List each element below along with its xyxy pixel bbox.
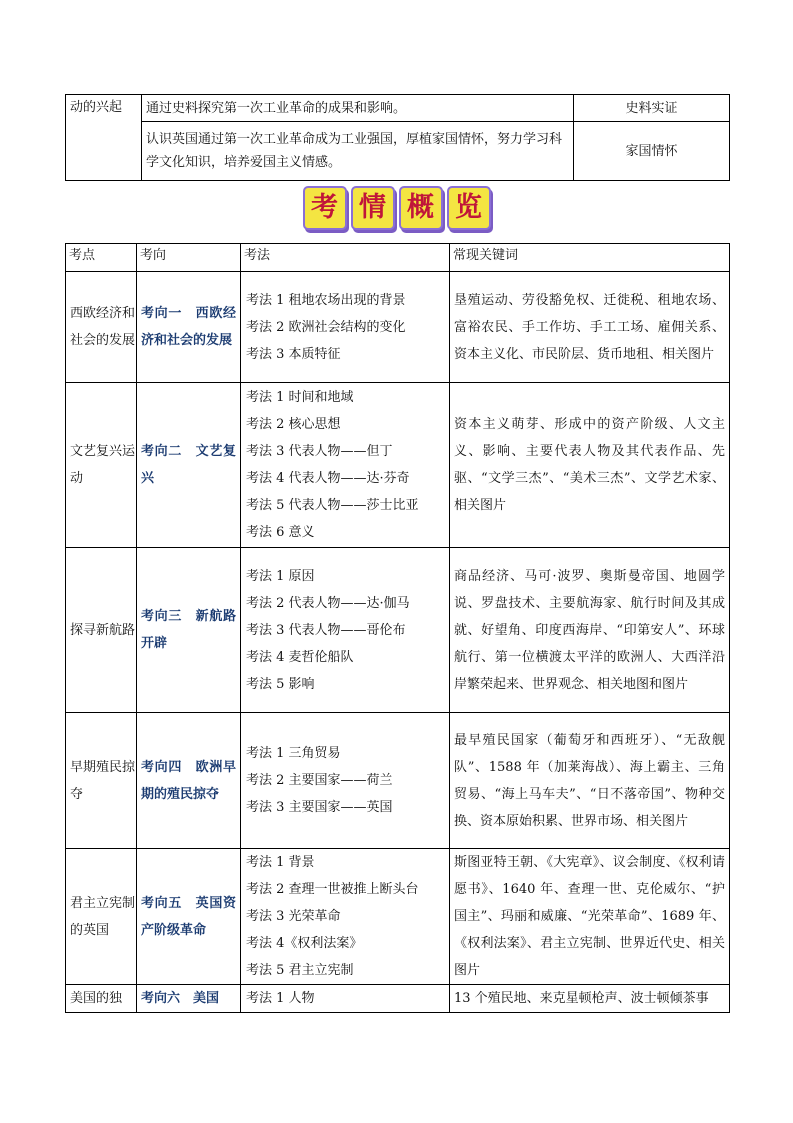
exam-direction-text: 考向三 新航路开辟 — [141, 609, 236, 651]
keywords: 斯图亚特王朝、《大宪章》、议会制度、《权利请愿书》、1640 年、查理一世、克伦威尔、“护国主”、玛丽和威廉、“光荣革命”、1689 年、《权利法案》、君主立宪制、世界近代史、相关图片 — [450, 849, 730, 985]
header-direction: 考向 — [137, 244, 241, 272]
exam-point: 西欧经济和社会的发展 — [66, 272, 137, 383]
exam-direction-text: 考向六 美国 — [141, 991, 220, 1006]
banner-char: 情 — [351, 186, 395, 230]
method-item: 考法 3 主要国家——英国 — [246, 800, 393, 815]
method-item: 考法 2 代表人物——达·伽马 — [246, 595, 410, 611]
exam-methods — [241, 849, 450, 985]
table-row — [66, 548, 730, 713]
exam-direction-link[interactable] — [137, 548, 241, 713]
exam-direction-text: 考向二 文艺复兴 — [141, 444, 236, 486]
objectives-topic: 动的兴起 — [66, 95, 142, 181]
keywords: 最早殖民国家（葡萄牙和西班牙）、“无敌舰队”、1588 年（加莱海战）、海上霸主、三角贸易、“海上马车夫”、“日不落帝国”、物种交换、资本原始积累、世界市场、相关图片 — [450, 713, 730, 849]
keywords: 资本主义萌芽、形成中的资产阶级、人文主义、影响、主要代表人物及其代表作品、先驱、“文学三杰”、“美术三杰”、文学艺术家、相关图片 — [450, 383, 730, 548]
table-row — [66, 272, 730, 383]
exam-methods — [241, 548, 450, 713]
objectives-row — [66, 95, 730, 122]
section-banner — [0, 186, 793, 232]
keywords: 垦殖运动、劳役豁免权、迁徙税、租地农场、富裕农民、手工作坊、手工工场、雇佣关系、资本主义化、市民阶层、货币地租、相关图片 — [450, 272, 730, 383]
method-item: 考法 1 原因 — [246, 568, 315, 584]
exam-direction-text: 考向一 西欧经济和社会的发展 — [141, 306, 236, 348]
exam-point: 探寻新航路 — [66, 548, 137, 713]
method-item: 考法 2 查理一世被推上断头台 — [246, 882, 419, 897]
table-row — [66, 383, 730, 548]
exam-direction-text: 考向四 欧洲早期的殖民掠夺 — [141, 759, 236, 802]
exam-methods — [241, 272, 450, 383]
method-item: 考法 3 光荣革命 — [246, 909, 341, 924]
method-item: 考法 4《权利法案》 — [246, 936, 363, 951]
method-item: 考法 1 时间和地域 — [246, 390, 354, 405]
exam-direction-text: 考向五 英国资产阶级革命 — [141, 895, 236, 938]
exam-direction-link[interactable] — [137, 383, 241, 548]
method-item: 考法 5 影响 — [246, 676, 315, 692]
method-item: 考法 3 代表人物——但丁 — [246, 444, 393, 459]
method-item: 考法 1 三角贸易 — [246, 746, 341, 761]
objectives-literacy: 史料实证 — [574, 95, 730, 122]
method-item: 考法 3 本质特征 — [246, 346, 341, 362]
objectives-table — [65, 94, 730, 181]
method-item: 考法 1 租地农场出现的背景 — [246, 292, 406, 308]
exam-direction-link[interactable] — [137, 849, 241, 985]
banner-char: 览 — [447, 186, 491, 230]
table-row — [66, 849, 730, 985]
exam-direction-link[interactable] — [137, 272, 241, 383]
exam-methods — [241, 383, 450, 548]
method-item: 考法 2 核心思想 — [246, 417, 341, 432]
method-item: 考法 4 麦哲伦船队 — [246, 649, 354, 665]
header-point: 考点 — [66, 244, 137, 272]
objectives-content: 认识英国通过第一次工业革命成为工业强国，厚植家国情怀，努力学习科学文化知识，培养爱国主义情感。 — [142, 122, 574, 181]
exam-direction-link[interactable] — [137, 713, 241, 849]
method-item: 考法 1 背景 — [246, 855, 315, 870]
method-item: 考法 1 人物 — [246, 991, 315, 1006]
method-item: 考法 5 君主立宪制 — [246, 963, 354, 978]
keywords: 13 个殖民地、来克星顿枪声、波士顿倾茶事 — [450, 985, 730, 1013]
objectives-content: 通过史料探究第一次工业革命的成果和影响。 — [142, 95, 574, 122]
exam-point: 君主立宪制的英国 — [66, 849, 137, 985]
exam-methods — [241, 985, 450, 1013]
exam-direction-link[interactable] — [137, 985, 241, 1013]
method-item: 考法 3 代表人物——哥伦布 — [246, 622, 406, 638]
table-header-row — [66, 244, 730, 272]
method-item: 考法 6 意义 — [246, 525, 315, 540]
exam-point: 美国的独 — [66, 985, 137, 1013]
objectives-row — [66, 122, 730, 181]
method-item: 考法 2 主要国家——荷兰 — [246, 773, 393, 788]
header-method: 考法 — [241, 244, 450, 272]
banner-char: 考 — [303, 186, 347, 230]
method-item: 考法 2 欧洲社会结构的变化 — [246, 319, 406, 335]
exam-point: 文艺复兴运动 — [66, 383, 137, 548]
banner-char: 概 — [399, 186, 443, 230]
header-keywords: 常现关键词 — [450, 244, 730, 272]
method-item: 考法 5 代表人物——莎士比亚 — [246, 498, 419, 513]
exam-overview-table — [65, 243, 730, 1013]
table-row — [66, 985, 730, 1013]
exam-methods — [241, 713, 450, 849]
exam-point: 早期殖民掠夺 — [66, 713, 137, 849]
objectives-literacy: 家国情怀 — [574, 122, 730, 181]
keywords: 商品经济、马可·波罗、奥斯曼帝国、地圆学说、罗盘技术、主要航海家、航行时间及其成就、好望角、印度西海岸、“印第安人”、环球航行、第一位横渡太平洋的欧洲人、大西洋沿岸繁荣起来、世界观念、相关地图和图片 — [450, 548, 730, 713]
table-row — [66, 713, 730, 849]
method-item: 考法 4 代表人物——达·芬奇 — [246, 471, 410, 486]
